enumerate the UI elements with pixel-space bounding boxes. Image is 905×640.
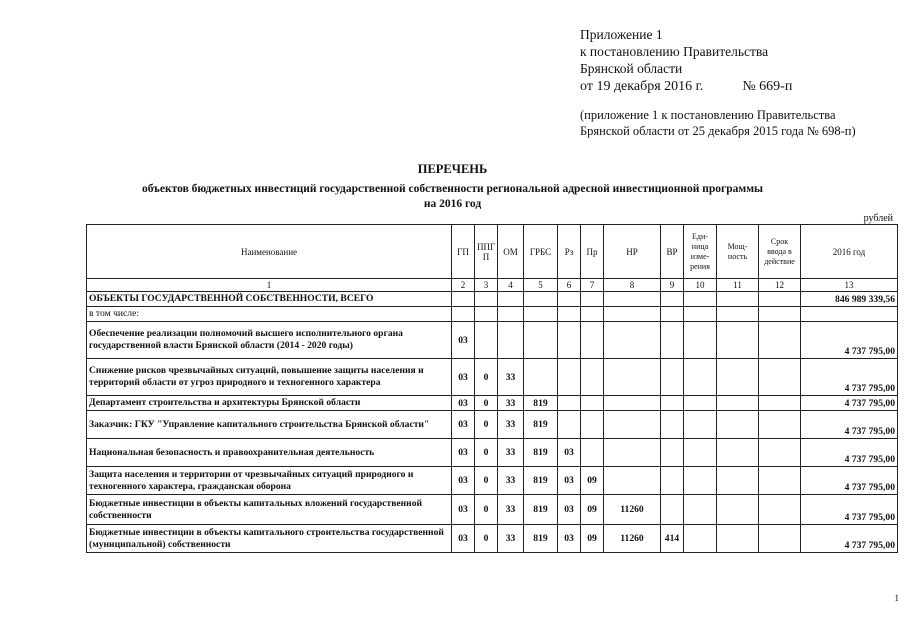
row-vr-cell [661, 396, 684, 411]
appendix-number: 669-п [759, 79, 793, 94]
row-pr-cell: 09 [581, 495, 604, 525]
row-term-cell [759, 525, 801, 553]
row-term-cell [759, 396, 801, 411]
row-unit-cell [684, 411, 717, 439]
row-nr-cell [604, 307, 661, 322]
row-nr-cell [604, 396, 661, 411]
table-row [87, 396, 898, 411]
row-om-cell [498, 292, 524, 307]
row-amount-cell: 4 737 795,00 [801, 359, 898, 396]
row-term-cell [759, 411, 801, 439]
appendix-date-prefix: от [580, 79, 593, 94]
row-rz-cell [558, 396, 581, 411]
row-unit-cell [684, 292, 717, 307]
column-number: 9 [661, 279, 684, 292]
row-name-cell: Департамент строительства и архитектуры Брянской области [87, 396, 452, 411]
row-ppgp-cell: 0 [475, 467, 498, 495]
column-number: 12 [759, 279, 801, 292]
row-nr-cell [604, 411, 661, 439]
row-amount-cell: 4 737 795,00 [801, 439, 898, 467]
row-term-cell [759, 292, 801, 307]
row-rz-cell: 03 [558, 495, 581, 525]
row-amount-cell: 4 737 795,00 [801, 525, 898, 553]
row-grbs-cell: 819 [524, 396, 558, 411]
row-unit-cell [684, 322, 717, 359]
row-grbs-cell: 819 [524, 439, 558, 467]
row-grbs-cell: 819 [524, 495, 558, 525]
row-name-cell: Снижение рисков чрезвычайных ситуаций, повышение защиты населения и территорий области от угроз природного и техногенного характера [87, 359, 452, 396]
row-ppgp-cell: 0 [475, 396, 498, 411]
column-number: 8 [604, 279, 661, 292]
appendix-number-sign: № [742, 79, 756, 94]
row-amount-cell: 846 989 339,56 [801, 292, 898, 307]
title-year: на 2016 год [423, 198, 482, 210]
row-unit-cell [684, 467, 717, 495]
column-number: 4 [498, 279, 524, 292]
row-pr-cell [581, 292, 604, 307]
row-nr-cell [604, 439, 661, 467]
row-grbs-cell [524, 292, 558, 307]
row-amount-cell [801, 307, 898, 322]
appendix-date-line [580, 78, 856, 95]
row-pr-cell: 09 [581, 467, 604, 495]
appendix-previous-line-1: (приложение 1 к постановлению Правительства [580, 108, 836, 122]
column-number: 1 [87, 279, 452, 292]
row-unit-cell [684, 495, 717, 525]
row-gp-cell: 03 [452, 467, 475, 495]
currency-label: рублей [863, 213, 893, 224]
row-name-cell: Заказчик: ГКУ "Управление капитального строительства Брянской области" [87, 411, 452, 439]
row-power-cell [717, 396, 759, 411]
row-pr-cell [581, 411, 604, 439]
appendix-date: 19 декабря 2016 г. [596, 79, 704, 94]
header-vr: ВР [661, 225, 684, 279]
table-row [87, 292, 898, 307]
header-om: ОМ [498, 225, 524, 279]
row-gp-cell [452, 307, 475, 322]
document-title [0, 162, 905, 212]
investment-table [86, 224, 898, 553]
row-power-cell [717, 467, 759, 495]
header-term: Срок ввода в действие [759, 225, 801, 279]
row-term-cell [759, 322, 801, 359]
row-om-cell [498, 307, 524, 322]
row-nr-cell [604, 292, 661, 307]
row-gp-cell: 03 [452, 411, 475, 439]
row-name-cell: Защита населения и территории от чрезвычайных ситуаций природного и техногенного характера, гражданская оборона [87, 467, 452, 495]
row-term-cell [759, 307, 801, 322]
column-number: 3 [475, 279, 498, 292]
row-amount-cell: 4 737 795,00 [801, 467, 898, 495]
row-pr-cell [581, 359, 604, 396]
column-number-row [87, 279, 898, 292]
table-row [87, 359, 898, 396]
appendix-previous-line-2: Брянской области от 25 декабря 2015 года № 698-п) [580, 124, 856, 138]
row-power-cell [717, 525, 759, 553]
row-om-cell: 33 [498, 359, 524, 396]
row-vr-cell [661, 307, 684, 322]
row-vr-cell [661, 467, 684, 495]
row-grbs-cell: 819 [524, 525, 558, 553]
row-nr-cell [604, 322, 661, 359]
column-number: 7 [581, 279, 604, 292]
row-ppgp-cell: 0 [475, 525, 498, 553]
header-nr: НР [604, 225, 661, 279]
row-grbs-cell [524, 359, 558, 396]
row-rz-cell [558, 411, 581, 439]
row-power-cell [717, 322, 759, 359]
row-grbs-cell: 819 [524, 411, 558, 439]
header-ppgp: ППГ П [475, 225, 498, 279]
row-amount-cell: 4 737 795,00 [801, 495, 898, 525]
table-body [87, 292, 898, 553]
row-nr-cell: 11260 [604, 525, 661, 553]
header-unit: Еди- ница изме- рения [684, 225, 717, 279]
row-om-cell [498, 322, 524, 359]
row-gp-cell: 03 [452, 439, 475, 467]
row-vr-cell [661, 322, 684, 359]
row-om-cell: 33 [498, 467, 524, 495]
row-ppgp-cell: 0 [475, 439, 498, 467]
table-header-row [87, 225, 898, 279]
column-number: 6 [558, 279, 581, 292]
row-om-cell: 33 [498, 495, 524, 525]
row-om-cell: 33 [498, 525, 524, 553]
appendix-resolution: к постановлению Правительства [580, 44, 769, 59]
row-rz-cell [558, 292, 581, 307]
row-term-cell [759, 495, 801, 525]
row-power-cell [717, 359, 759, 396]
header-name: Наименование [87, 225, 452, 279]
header-grbs: ГРБС [524, 225, 558, 279]
row-power-cell [717, 439, 759, 467]
row-rz-cell: 03 [558, 439, 581, 467]
row-unit-cell [684, 359, 717, 396]
row-pr-cell: 09 [581, 525, 604, 553]
row-name-cell: Бюджетные инвестиции в объекты капитального строительства государственной (муниципальной) собственности [87, 525, 452, 553]
row-pr-cell [581, 396, 604, 411]
title-heading: ПЕРЕЧЕНЬ [417, 162, 488, 176]
table-row [87, 439, 898, 467]
row-rz-cell: 03 [558, 525, 581, 553]
row-vr-cell [661, 292, 684, 307]
row-rz-cell: 03 [558, 467, 581, 495]
appendix-region: Брянской области [580, 61, 683, 76]
row-pr-cell [581, 322, 604, 359]
row-name-cell: Национальная безопасность и правоохранительная деятельность [87, 439, 452, 467]
row-ppgp-cell [475, 322, 498, 359]
title-subtitle: объектов бюджетных инвестиций государственной собственности региональной адресной инвестиционной программы [141, 183, 764, 195]
row-pr-cell [581, 307, 604, 322]
row-term-cell [759, 439, 801, 467]
column-number: 13 [801, 279, 898, 292]
row-vr-cell [661, 439, 684, 467]
row-power-cell [717, 411, 759, 439]
row-name-cell: Обеспечение реализации полномочий высшего исполнительного органа государственной власти Брянской области (2014 - 2020 годы) [87, 322, 452, 359]
appendix-previous [580, 107, 856, 139]
table-row [87, 525, 898, 553]
row-gp-cell: 03 [452, 359, 475, 396]
row-ppgp-cell: 0 [475, 411, 498, 439]
column-number: 10 [684, 279, 717, 292]
row-grbs-cell [524, 322, 558, 359]
row-vr-cell [661, 495, 684, 525]
row-power-cell [717, 292, 759, 307]
appendix-block [580, 26, 856, 139]
row-vr-cell: 414 [661, 525, 684, 553]
row-unit-cell [684, 525, 717, 553]
row-power-cell [717, 307, 759, 322]
row-gp-cell: 03 [452, 495, 475, 525]
row-om-cell: 33 [498, 411, 524, 439]
table-row [87, 467, 898, 495]
row-power-cell [717, 495, 759, 525]
row-nr-cell [604, 359, 661, 396]
header-power: Мощ- ность [717, 225, 759, 279]
header-year: 2016 год [801, 225, 898, 279]
table-row [87, 322, 898, 359]
row-ppgp-cell: 0 [475, 359, 498, 396]
row-name-cell: Бюджетные инвестиции в объекты капитальных вложений государственной собственности [87, 495, 452, 525]
row-pr-cell [581, 439, 604, 467]
row-amount-cell: 4 737 795,00 [801, 322, 898, 359]
row-gp-cell [452, 292, 475, 307]
row-gp-cell: 03 [452, 396, 475, 411]
row-name-cell: ОБЪЕКТЫ ГОСУДАРСТВЕННОЙ СОБСТВЕННОСТИ, ВСЕГО [87, 292, 452, 307]
row-term-cell [759, 359, 801, 396]
row-gp-cell: 03 [452, 322, 475, 359]
row-grbs-cell [524, 307, 558, 322]
header-rz: Рз [558, 225, 581, 279]
row-rz-cell [558, 359, 581, 396]
row-vr-cell [661, 359, 684, 396]
row-amount-cell: 4 737 795,00 [801, 411, 898, 439]
header-gp: ГП [452, 225, 475, 279]
table-row [87, 307, 898, 322]
column-number: 5 [524, 279, 558, 292]
page-number: 1 [894, 593, 899, 603]
row-nr-cell [604, 467, 661, 495]
row-name-cell: в том числе: [87, 307, 452, 322]
row-om-cell: 33 [498, 396, 524, 411]
table-row [87, 411, 898, 439]
header-pr: Пр [581, 225, 604, 279]
row-nr-cell: 11260 [604, 495, 661, 525]
row-rz-cell [558, 322, 581, 359]
row-vr-cell [661, 411, 684, 439]
row-gp-cell: 03 [452, 525, 475, 553]
row-ppgp-cell [475, 307, 498, 322]
row-unit-cell [684, 307, 717, 322]
row-grbs-cell: 819 [524, 467, 558, 495]
column-number: 2 [452, 279, 475, 292]
row-ppgp-cell: 0 [475, 495, 498, 525]
row-amount-cell: 4 737 795,00 [801, 396, 898, 411]
row-unit-cell [684, 439, 717, 467]
row-om-cell: 33 [498, 439, 524, 467]
table-row [87, 495, 898, 525]
row-unit-cell [684, 396, 717, 411]
row-term-cell [759, 467, 801, 495]
column-number: 11 [717, 279, 759, 292]
row-rz-cell [558, 307, 581, 322]
appendix-title: Приложение 1 [580, 27, 663, 42]
row-ppgp-cell [475, 292, 498, 307]
